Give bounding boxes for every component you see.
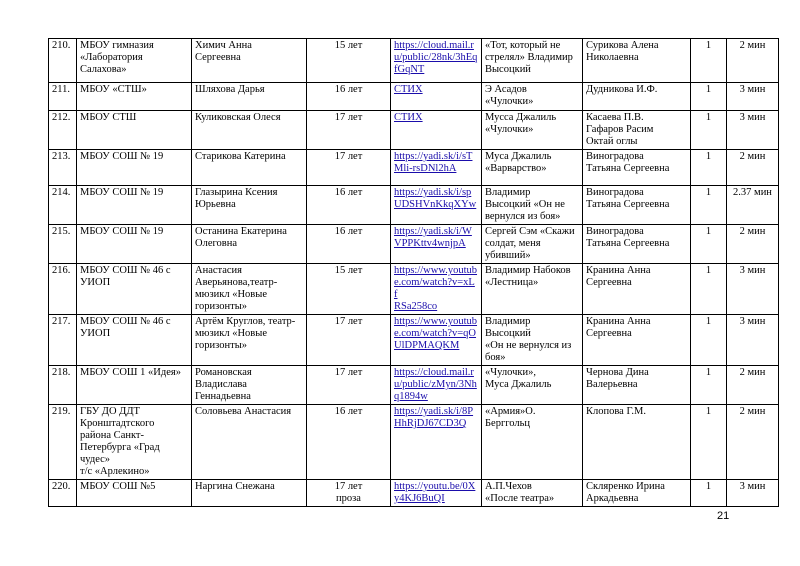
work-title-cell: Владимир Набоков «Лестница» bbox=[482, 264, 583, 315]
teacher-cell: Клопова Г.М. bbox=[583, 405, 691, 480]
participant-name-cell: Шляхова Дарья bbox=[192, 83, 307, 111]
work-title-cell: Мусса Джалиль «Чулочки» bbox=[482, 111, 583, 150]
participant-name-cell: Старикова Катерина bbox=[192, 150, 307, 186]
video-link[interactable]: СТИХ bbox=[394, 84, 423, 95]
row-number: 212. bbox=[49, 111, 77, 150]
age-cell: 17 лет проза bbox=[307, 480, 391, 507]
age-cell: 15 лет bbox=[307, 39, 391, 83]
video-link[interactable]: https://www.youtub e.com/watch?v=xLf RSa258co bbox=[394, 265, 478, 312]
participant-name-cell: Соловьева Анастасия bbox=[192, 405, 307, 480]
participant-count-cell: 1 bbox=[691, 315, 727, 366]
school-cell: МБОУ СОШ № 19 bbox=[77, 150, 192, 186]
age-cell: 17 лет bbox=[307, 315, 391, 366]
work-title-cell: «Чулочки», Муса Джалиль bbox=[482, 366, 583, 405]
school-cell: МБОУ СОШ №5 bbox=[77, 480, 192, 507]
video-link-cell bbox=[391, 366, 482, 405]
age-cell: 17 лет bbox=[307, 366, 391, 405]
video-link[interactable]: https://yadi.sk/i/8P HhRjDJ67CD3Q bbox=[394, 406, 474, 429]
age-cell: 16 лет bbox=[307, 83, 391, 111]
video-link-cell bbox=[391, 480, 482, 507]
participant-count-cell: 1 bbox=[691, 264, 727, 315]
row-number: 213. bbox=[49, 150, 77, 186]
participant-count-cell: 1 bbox=[691, 225, 727, 264]
duration-cell: 3 мин bbox=[727, 480, 779, 507]
teacher-cell: Кранина Анна Сергеевна bbox=[583, 315, 691, 366]
age-cell: 17 лет bbox=[307, 150, 391, 186]
school-cell: МБОУ СТШ bbox=[77, 111, 192, 150]
duration-cell: 3 мин bbox=[727, 264, 779, 315]
work-title-cell: Владимир Высоцкий «Он не вернулся из боя» bbox=[482, 186, 583, 225]
participant-name-cell: Останина Екатерина Олеговна bbox=[192, 225, 307, 264]
participant-name-cell: Анастасия Аверьянова,театр- мюзикл «Новые горизонты» bbox=[192, 264, 307, 315]
row-number: 214. bbox=[49, 186, 77, 225]
roster-table bbox=[48, 38, 779, 507]
video-link-cell bbox=[391, 83, 482, 111]
school-cell: МБОУ гимназия «Лаборатория Салахова» bbox=[77, 39, 192, 83]
school-cell: МБОУ СОШ № 46 с УИОП bbox=[77, 315, 192, 366]
participant-name-cell: Романовская Владислава Геннадьевна bbox=[192, 366, 307, 405]
table-row bbox=[49, 186, 779, 225]
teacher-cell: Виноградова Татьяна Сергеевна bbox=[583, 186, 691, 225]
table-row bbox=[49, 83, 779, 111]
video-link[interactable]: СТИХ bbox=[394, 112, 423, 123]
work-title-cell: Владимир Высоцкий «Он не вернулся из боя» bbox=[482, 315, 583, 366]
video-link-cell bbox=[391, 315, 482, 366]
participant-count-cell: 1 bbox=[691, 83, 727, 111]
table-row bbox=[49, 150, 779, 186]
teacher-cell: Касаева П.В. Гафаров Расим Октай оглы bbox=[583, 111, 691, 150]
row-number: 215. bbox=[49, 225, 77, 264]
age-cell: 16 лет bbox=[307, 186, 391, 225]
table-row bbox=[49, 39, 779, 83]
work-title-cell: Э Асадов «Чулочки» bbox=[482, 83, 583, 111]
participant-name-cell: Глазырина Ксения Юрьевна bbox=[192, 186, 307, 225]
table-row bbox=[49, 405, 779, 480]
teacher-cell: Виноградова Татьяна Сергеевна bbox=[583, 150, 691, 186]
age-cell: 16 лет bbox=[307, 225, 391, 264]
row-number: 220. bbox=[49, 480, 77, 507]
video-link-cell bbox=[391, 150, 482, 186]
video-link-cell bbox=[391, 264, 482, 315]
participant-count-cell: 1 bbox=[691, 111, 727, 150]
duration-cell: 3 мин bbox=[727, 315, 779, 366]
duration-cell: 3 мин bbox=[727, 111, 779, 150]
age-cell: 15 лет bbox=[307, 264, 391, 315]
video-link-cell bbox=[391, 39, 482, 83]
row-number: 216. bbox=[49, 264, 77, 315]
video-link[interactable]: https://yadi.sk/i/sp UDSHVnKkqXYw bbox=[394, 187, 477, 210]
teacher-cell: Кранина Анна Сергеевна bbox=[583, 264, 691, 315]
school-cell: МБОУ СОШ № 19 bbox=[77, 225, 192, 264]
video-link-cell bbox=[391, 111, 482, 150]
video-link[interactable]: https://yadi.sk/i/W VPPKttv4wnjpA bbox=[394, 226, 472, 249]
teacher-cell: Дудникова И.Ф. bbox=[583, 83, 691, 111]
school-cell: МБОУ СОШ № 19 bbox=[77, 186, 192, 225]
row-number: 217. bbox=[49, 315, 77, 366]
age-cell: 16 лет bbox=[307, 405, 391, 480]
teacher-cell: Сурикова Алена Николаевна bbox=[583, 39, 691, 83]
video-link[interactable]: https://yadi.sk/i/sT Mli-rsDNl2hA bbox=[394, 151, 473, 174]
school-cell: МБОУ «СТШ» bbox=[77, 83, 192, 111]
participant-count-cell: 1 bbox=[691, 150, 727, 186]
duration-cell: 2 мин bbox=[727, 39, 779, 83]
school-cell: МБОУ СОШ № 46 с УИОП bbox=[77, 264, 192, 315]
duration-cell: 3 мин bbox=[727, 83, 779, 111]
participant-count-cell: 1 bbox=[691, 186, 727, 225]
video-link[interactable]: https://youtu.be/0X y4KJ6BuQI bbox=[394, 481, 476, 504]
table-row bbox=[49, 480, 779, 507]
participant-name-cell: Химич Анна Сергеевна bbox=[192, 39, 307, 83]
work-title-cell: «Тот, который не стрелял» Владимир Высоцкий bbox=[482, 39, 583, 83]
age-cell: 17 лет bbox=[307, 111, 391, 150]
table-row bbox=[49, 264, 779, 315]
participant-name-cell: Артём Круглов, театр- мюзикл «Новые горизонты» bbox=[192, 315, 307, 366]
work-title-cell: Муса Джалиль «Варварство» bbox=[482, 150, 583, 186]
work-title-cell: А.П.Чехов «После театра» bbox=[482, 480, 583, 507]
duration-cell: 2 мин bbox=[727, 405, 779, 480]
duration-cell: 2.37 мин bbox=[727, 186, 779, 225]
participant-count-cell: 1 bbox=[691, 39, 727, 83]
duration-cell: 2 мин bbox=[727, 150, 779, 186]
work-title-cell: «Армия»О. Берггольц bbox=[482, 405, 583, 480]
school-cell: МБОУ СОШ 1 «Идея» bbox=[77, 366, 192, 405]
participant-count-cell: 1 bbox=[691, 480, 727, 507]
table-row bbox=[49, 225, 779, 264]
video-link[interactable]: https://www.youtub e.com/watch?v=qO UlDPMAQKM bbox=[394, 316, 478, 351]
video-link[interactable]: https://cloud.mail.r u/public/28nk/3hEq fGqNT bbox=[394, 40, 478, 75]
teacher-cell: Виноградова Татьяна Сергеевна bbox=[583, 225, 691, 264]
table-row bbox=[49, 366, 779, 405]
row-number: 218. bbox=[49, 366, 77, 405]
participant-count-cell: 1 bbox=[691, 366, 727, 405]
video-link-cell bbox=[391, 225, 482, 264]
roster-body bbox=[49, 39, 779, 507]
participant-name-cell: Наргина Снежана bbox=[192, 480, 307, 507]
participant-name-cell: Куликовская Олеся bbox=[192, 111, 307, 150]
video-link-cell bbox=[391, 405, 482, 480]
page-number: 21 bbox=[717, 510, 730, 522]
duration-cell: 2 мин bbox=[727, 366, 779, 405]
participant-count-cell: 1 bbox=[691, 405, 727, 480]
teacher-cell: Чернова Дина Валерьевна bbox=[583, 366, 691, 405]
teacher-cell: Скляренко Ирина Аркадьевна bbox=[583, 480, 691, 507]
work-title-cell: Сергей Сэм «Скажи солдат, меня убивший» bbox=[482, 225, 583, 264]
row-number: 210. bbox=[49, 39, 77, 83]
video-link[interactable]: https://cloud.mail.r u/public/zMyn/3Nh q1894w bbox=[394, 367, 477, 402]
video-link-cell bbox=[391, 186, 482, 225]
table-row bbox=[49, 111, 779, 150]
row-number: 219. bbox=[49, 405, 77, 480]
duration-cell: 2 мин bbox=[727, 225, 779, 264]
table-row bbox=[49, 315, 779, 366]
school-cell: ГБУ ДО ДДТ Кронштадтского района Санкт- Петербурга «Град чудес» т/с «Арлекино» bbox=[77, 405, 192, 480]
row-number: 211. bbox=[49, 83, 77, 111]
